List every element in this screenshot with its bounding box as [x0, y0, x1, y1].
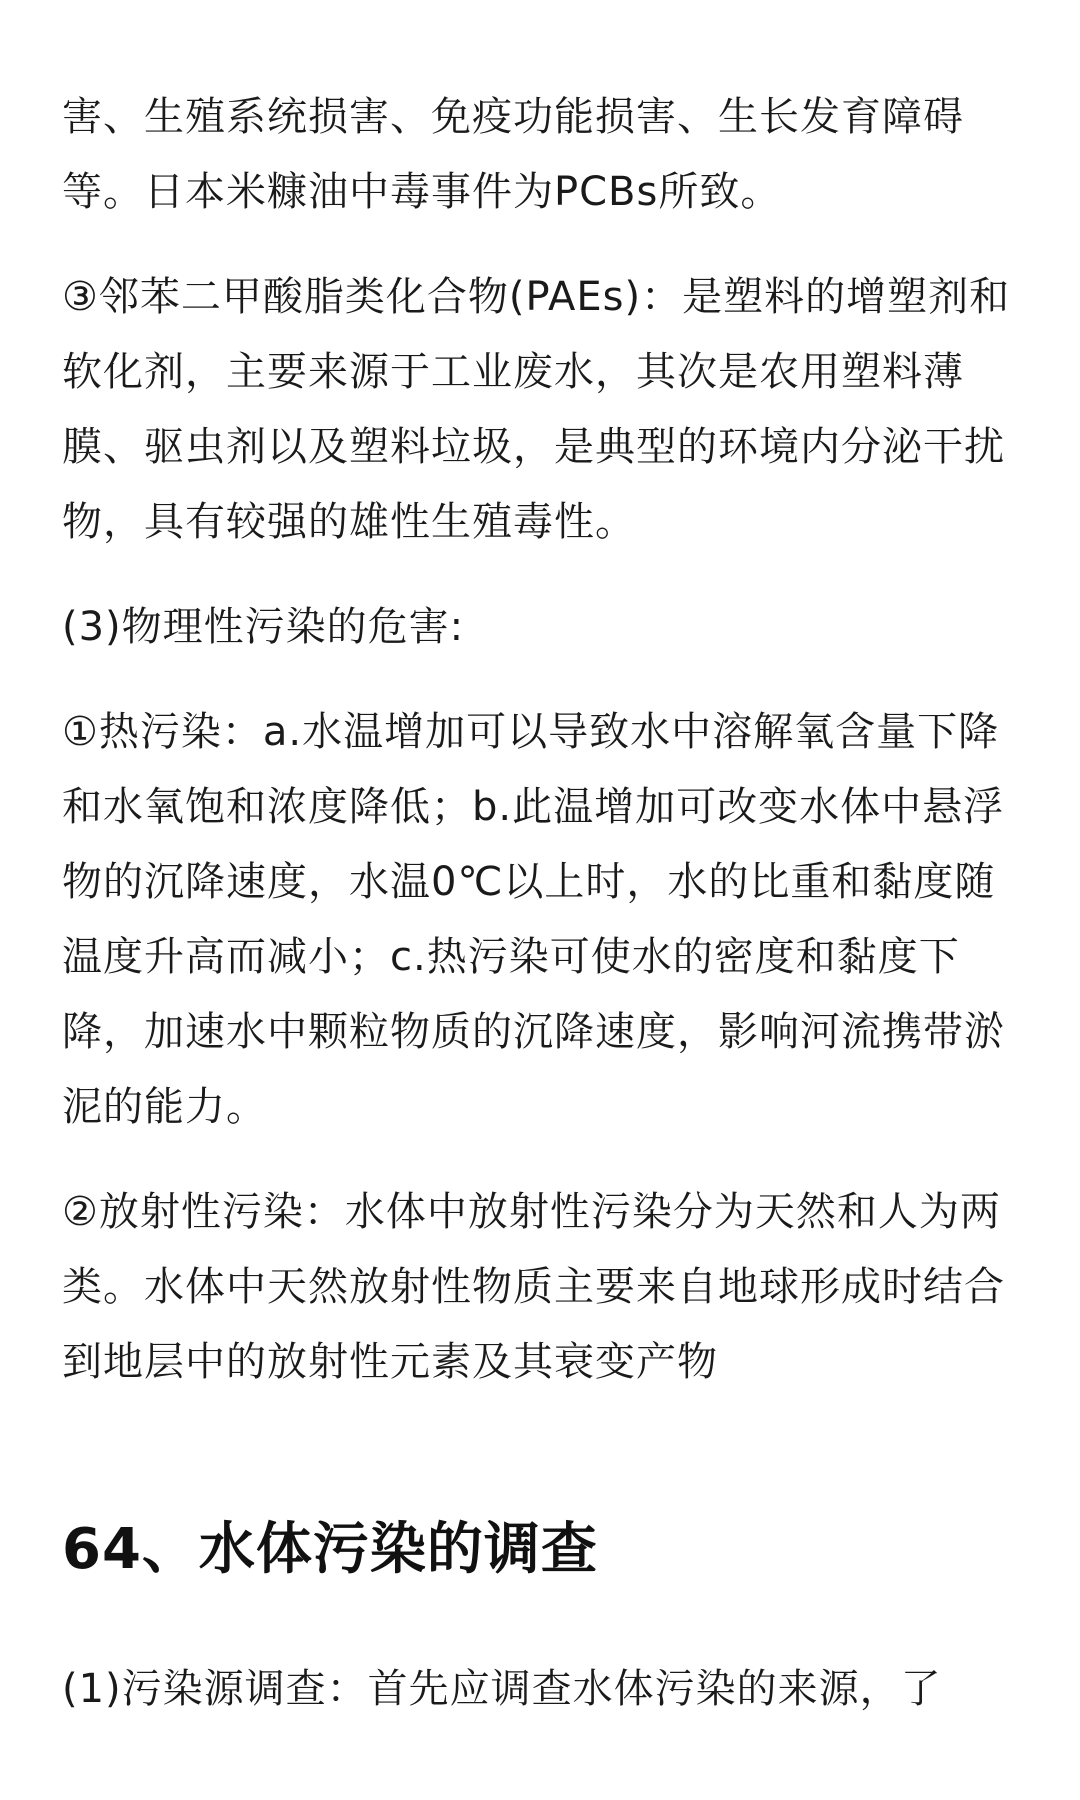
section-heading: 64、水体污染的调查 — [62, 1517, 598, 1582]
paragraph-physical-pollution-title: (3)物理性污染的危害: — [62, 604, 465, 650]
section-paragraph: (1)污染源调查：首先应调查水体污染的来源，了 — [62, 1666, 942, 1712]
paragraph-thermal-pollution: ①热污染：a.水温增加可以导致水中溶解氧含量下降和水氧饱和浓度降低；b.此温增加可改变水体中悬浮物的沉降速度，水温0℃以上时，水的比重和黏度随温度升高而减小；c.热污染可使水的密度和黏度下降，加速水中颗粒物质的沉降速度，影响河流携带淤泥的能力。 — [62, 709, 1005, 1130]
paragraph-health-effects: 害、生殖系统损害、免疫功能损害、生长发育障碍等。日本米糠油中毒事件为PCBs所致。 — [62, 94, 964, 215]
paragraph-paes: ③邻苯二甲酸脂类化合物(PAEs)：是塑料的增塑剂和软化剂，主要来源于工业废水，其次是农用塑料薄膜、驱虫剂以及塑料垃圾，是典型的环境内分泌干扰物，具有较强的雄性生殖毒性。 — [62, 274, 1011, 545]
paragraph-radioactive-pollution: ②放射性污染：水体中放射性污染分为天然和人为两类。水体中天然放射性物质主要来自地球形成时结合到地层中的放射性元素及其衰变产物 — [62, 1189, 1005, 1385]
article-body — [62, 80, 1022, 1400]
